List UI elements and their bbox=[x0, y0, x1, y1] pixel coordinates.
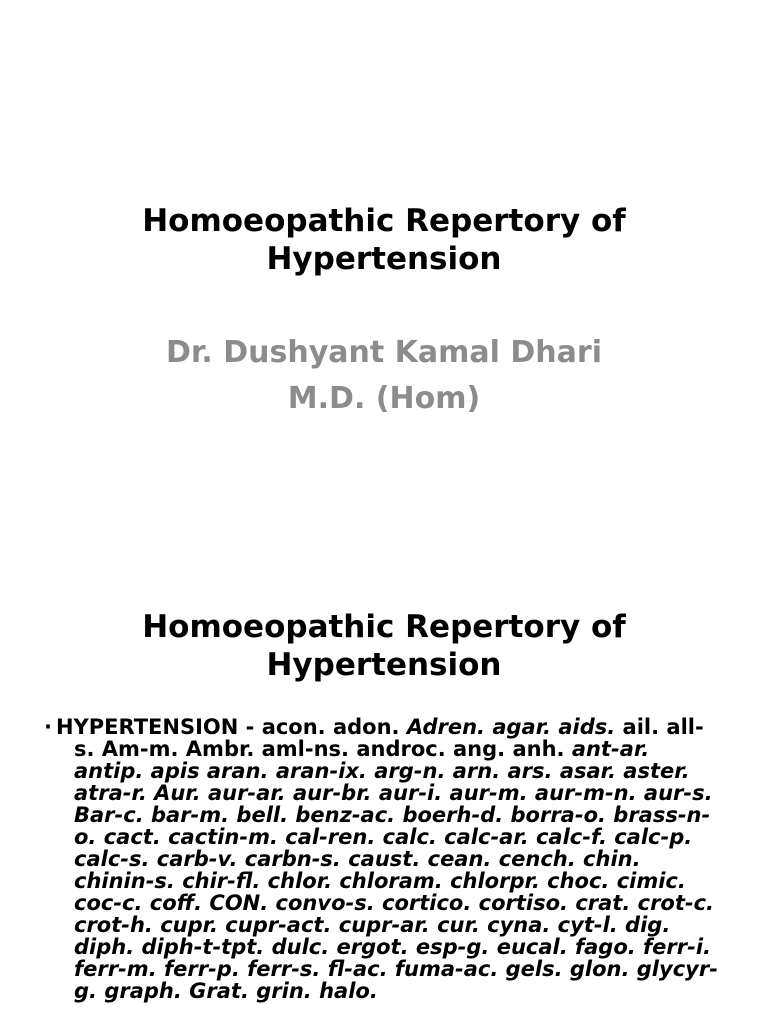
bullet-icon: · bbox=[44, 715, 52, 739]
remedies-italic-2: ant-ar. antip. apis aran. aran-ix. arg-n. arn. ars. asar. aster. atra-r. Aur. aur-ar. aur-br. aur-i. aur-m. aur-m-n. aur-s. Bar-c. bar-m. bell. benz-ac. boerh-d. borra-o. brass-n-o. cact. cactin-m. cal-ren. calc. calc-ar. calc-f. calc-p. calc-s. carb-v. carbn-s. caust. cean. cench. chin. chinin-s. chir-fl. chlor. chloram. chlorpr. choc. cimic. coc-c. coff. CON. convo-s. cortico. cortiso. crat. crot-c. crot-h. cupr. cupr-act. cupr-ar. cur. cyna. cyt-l. dig. diph. diph-t-tpt. dulc. ergot. esp-g. eucal. fago. ferr-i. ferr-m. ferr-p. ferr-s. fl-ac. fuma-ac. gels. glon. glycyr-g. graph. Grat. grin. halo. bbox=[74, 737, 718, 1003]
title-line-1: Homoeopathic Repertory of bbox=[142, 203, 626, 239]
title-line-1: Homoeopathic Repertory of bbox=[142, 609, 626, 645]
remedies-plain-1: acon. adon. bbox=[261, 715, 407, 739]
author-block bbox=[0, 330, 768, 422]
slide-title bbox=[0, 608, 768, 684]
title-line-2: Hypertension bbox=[266, 647, 502, 683]
content-slide bbox=[0, 584, 768, 1024]
rubric-heading: HYPERTENSION - bbox=[55, 715, 262, 739]
title-line-2: Hypertension bbox=[266, 241, 502, 277]
remedies-plain-2: ail. all-s. Am-m. Ambr. aml-ns. androc. ang. anh. bbox=[74, 715, 704, 761]
remedies-italic-1: Adren. agar. aids. bbox=[406, 715, 616, 739]
author-degree: M.D. (Hom) bbox=[287, 381, 481, 416]
author-name: Dr. Dushyant Kamal Dhari bbox=[166, 335, 602, 370]
repertory-entry bbox=[44, 715, 724, 1003]
slide-title bbox=[0, 202, 768, 278]
